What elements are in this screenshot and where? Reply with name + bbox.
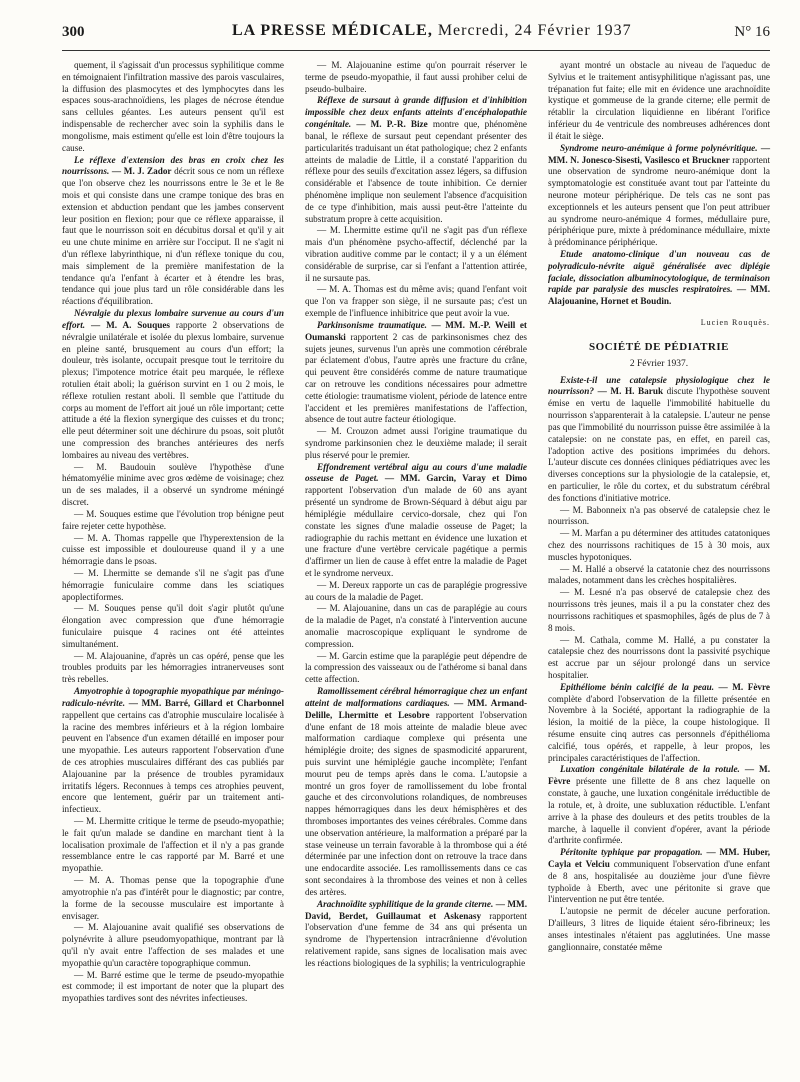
discussion: — M. Dereux rapporte un cas de paraplégie progressive au cours de la maladie de Paget. — [305, 579, 527, 602]
article-authors: — MM. Huber, Cayla et Velciu — [548, 847, 770, 869]
discussion: — M. Alajouanine avait qualifié ses observations de polynévrite à allure pseudomyopathique, montrant par là qu'il n'y avait entre l'affection de ses malades et une myopathie qu'un caractère topographique commun. — [62, 922, 284, 968]
discussion: — M. Souques pense qu'il doit s'agir plutôt qu'une élongation avec compression que d'une hémorragie funiculaire puisque 4 racines ont été atteintes simultanément. — [62, 603, 284, 649]
article-authors: — MM. M.-P. Weill et Oumanski — [305, 319, 527, 342]
article-title: Existe-t-il une catalepsie physiologique chez le nourrisson? — [548, 374, 770, 397]
journal-name: LA PRESSE MÉDICALE, — [232, 22, 433, 39]
article-title: Amyotrophie à topographie myopathique par méningo-radiculo-névrite. — [62, 686, 284, 708]
article-body: présente une fillette de 8 ans chez laquelle on constate, à gauche, une luxation congénitale irréductible de la rotule, et, à droite, une subluxation réductible. L'enfant arrive à la phase des douleurs et des petits troubles de la marche, à laquelle il convient d'opérer, avant la période d'arthrite confirmée. — [548, 776, 770, 846]
article-authors: — M. A. Souques — [85, 319, 170, 330]
section-heading: SOCIÉTÉ DE PÉDIATRIE — [589, 341, 729, 354]
article-authors: — M. P.-R. Bize — [351, 119, 428, 130]
page-header — [62, 10, 770, 51]
signature: Lucien Rouquès. — [700, 318, 770, 328]
article-title: Arachnoïdite syphilitique de la grande citerne. — [317, 898, 494, 909]
article-title: Réflexe de sursaut à grande diffusion et d'inhibition impossible chez deux enfants atteints d'encéphalopathie congénitale. — [305, 95, 527, 130]
article-body: rapportent une observation de syndrome neuro-anémique dont la symptomatologie est constituée avant tout par l'atteinte du neurone moteur périphérique. De tels cas ne sont pas exceptionnels et les auteurs pensent que l'on peut attribuer au syndrome neuro-anémique 4 formes, médullaire pure, périphérique pure, mixte à prédominance médullaire, mixte à prédominance périphérique. — [548, 154, 770, 248]
discussion: — M. Cathala, comme M. Hallé, a pu constater la catalepsie chez des nourrissons dont la passivité psychique est accrue par un séjour prolongé dans un service hospitalier. — [548, 634, 770, 680]
discussion: — M. Baudouin soulève l'hypothèse d'une hématomyélie minime avec gros œdème de voisinage; chez un de ses malades, il a observé un syndrome méningé discret. — [62, 461, 284, 508]
page-number: 300 — [62, 24, 85, 40]
article-body: montre que, phénomène banal, le réflexe de sursaut peut cependant présenter des particularités traduisant un état pathologique; chez 2 enfants atteints de maladie de Little, il a constaté l'apparition du réflexe pour des seuils d'excitation assez légers, sa diffusion considérable et l'absence de toute inhibition. Ce dernier phénomène implique non seulement l'absence d'acquisition de ce type d'inhibition, mais aussi peut-être l'atteinte du substratum propre à cette acquisition. — [305, 119, 527, 224]
discussion: — M. Lesné n'a pas observé de catalepsie chez des nourrissons très jeunes, mais il a pu la constater chez des nourrissons rachitiques et spasmophiles, âgés de plus de 7 à 8 mois. — [548, 587, 770, 633]
discussion: — M. Hallé a observé la catatonie chez des nourrissons malades, notamment dans les crèches hospitalières. — [548, 563, 770, 586]
issue-date: Mercredi, 24 Février 1937 — [437, 22, 632, 39]
article-body: rapportent 2 cas de parkinsonismes chez des sujets jeunes, survenus l'un après une commotion cérébrale par éclatement d'obus, l'autre après une fracture du crâne, qui peuvent être considérés comme de nature traumatique car on retrouve les conditions nécessaires pour admettre cette étiologie: traumatisme violent, période de latence entre l'accident et les premières manifestations de l'affection, absence de tout autre facteur étiologique. — [305, 331, 527, 425]
article-title: Parkinsonisme traumatique. — [317, 319, 427, 330]
article-authors: — M. J. Zador — [109, 166, 172, 177]
discussion: — M. Lhermitte se demande s'il ne s'agit pas d'une hémorragie funiculaire comme dans les sciatiques apoplectiformes. — [62, 567, 284, 602]
article-authors: — M. Fèvre — [714, 681, 770, 692]
article-body: discute l'hypothèse souvent émise en vertu de laquelle l'immobilité habituelle du nourrisson s'apparenterait à la catalepsie. L'auteur ne pense pas que l'immobilité du nourrisson puisse être assimilée à la catalepsie: on ne constate pas, en effet, en pareil cas, l'adoption active des positions imprimées du dehors. L'auteur discute ces données cliniques pédiatriques avec les diverses conceptions sur la physiologie de la catalepsie, et, en particulier, le rôle du cortex, et du substratum cérébral des fonctions d'initiative motrice. — [548, 386, 770, 503]
discussion: — M. Alajouanine, d'après un cas opéré, pense que les troubles produits par les hémorragies intranerveuses sont très rebelles. — [62, 650, 284, 685]
article-body: rapportent l'observation d'un malade de 60 ans ayant présenté un syndrome de Brown-Séquard à début aigu par hémiplégie médullaire cervico-dorsale, chez qui l'on constate les signes d'une maladie osseuse de Paget; la radiographie du rachis mettant en évidence une luxation et une fracture d'une vertèbre cervicale pagétique a permis d'affirmer un lien de cause à effet entre la maladie de Paget et le syndrome nerveux. — [305, 485, 527, 578]
article-title: Syndrome neuro-anémique à forme polynévritique. — [560, 142, 758, 153]
article-entry — [305, 320, 527, 426]
article-body: rapportent l'observation d'une enfant de 18 mois atteinte de maladie bleue avec malformation cardiaque complexe qui présenta une hémiplégie droite; des signes de spasmodicité apparurent, puis survint une hémiplégie gauche incomplète; l'enfant mourut peu de temps après dans le coma. L'autopsie a montré un gros foyer de ramollissement du lobe frontal gauche et des circonvolutions rolandiques, de nombreuses nappes hémorragiques dans les deux hémisphères et des thromboses importantes des veines cérébrales. Comme dans une observation antérieure, la malformation a préparé par la stase veineuse un terrain favorable à la thrombose qui a été déterminée par une infection dont on retrouve la trace dans une endocardite associée. Les ramollissements dans ce cas sont secondaires à la thrombose des veines et non à celles des artères. — [305, 709, 527, 897]
article-authors: — MM. David, Berdet, Guillaumat et Askenasy — [305, 898, 527, 921]
article-entry — [548, 249, 770, 308]
discussion: — M. Souques estime que l'évolution trop bénigne peut faire rejeter cette hypothèse. — [62, 508, 284, 531]
article-title: Etude anatomo-clinique d'un nouveau cas de polyradiculo-névrite aiguë généralisée avec diplégie faciale, dissociation albuminocytologique, de terminaison rapide par paralysie des muscles respiratoires. — [548, 249, 770, 295]
discussion: — M. Garcin estime que la paraplégie peut dépendre de la compression des vaisseaux ou de l'athérome si banal dans cette affection. — [305, 650, 527, 685]
article-title: Effondrement vertébral aigu au cours d'une maladie osseuse de Paget. — [305, 461, 527, 484]
article-body: complète d'abord l'observation de la fillette présentée en Novembre à la Société, apportant la radiographie de la lésion, la moitié de la pièce, la coupe histologique. Il résume ensuite cinq autres cas personnels d'épithélioma calcifié, tous opérés, et rappelle, à leur propos, les principales caractéristiques de l'affection. — [548, 693, 770, 763]
discussion: — M. Lhermitte critique le terme de pseudo-myopathie; le fait qu'un malade se dandine en marchant tient à la localisation proximale de l'affection et il n'y a pas grande ressemblance entre le cas rapporté par M. Barré et une myopathie. — [62, 816, 284, 874]
paragraph: L'autopsie ne permit de déceler aucune perforation. D'ailleurs, 3 litres de liquide étaient séro-fibrineux; les anses intestinales n'étaient pas agglutinées. Une masse ganglionnaire, constatée même — [548, 906, 770, 952]
article-title: Péritonite typhique par propagation. — [560, 847, 703, 858]
running-title — [232, 22, 632, 40]
article-entry — [305, 686, 527, 899]
discussion: — M. Alajouanine, dans un cas de paraplégie au cours de la maladie de Paget, n'a constaté à l'intervention aucune anomalie macroscopique expliquant le syndrome de compression. — [305, 603, 527, 649]
discussion: — M. Marfan a pu déterminer des attitudes catatoniques chez des nourrissons rachitiques de 15 à 30 mois, aux muscles hypotoniques. — [548, 528, 770, 562]
article-body: rapporte 2 observations de névralgie unilatérale et isolée du plexus lombaire, survenue en pleine santé, brusquement au cours d'un effort; la douleur, très isolante, occupait presque tout le territoire du plexus; l'impotence motrice était peu marquée, le réflexe rotulien était aboli; la guérison survint en 1 ou 2 mois, le réflexe rotulien restant aboli. Il semble que l'attitude du corps au moment de l'effort ait joué un rôle important; cette attitude a été la flexion synergique des cuisses et du tronc; elle peut déterminer soit une déchirure du psoas, soit plutôt une compression des branches antérieures des nerfs lombaires au niveau des vertèbres. — [62, 319, 284, 460]
column-1 — [62, 60, 284, 1005]
discussion: — M. A. Thomas est du même avis; quand l'enfant voit que l'on va frapper son siège, il ne sursaute pas; c'est un exemple de l'influence inhibitrice que peut avoir la vue. — [305, 284, 527, 319]
article-body: communiquent l'observation d'une enfant de 8 ans, hospitalisée au douzième jour d'une fièvre typhoïde à Eberth, avec une péritonite si grave que l'intervention ne put être tentée. — [548, 858, 770, 905]
article-entry — [62, 308, 284, 462]
paragraph: quement, il s'agissait d'un processus syphilitique comme en témoignaient l'infiltration massive des parois vasculaires, la diffusion des plasmocytes et des lymphocytes dans les espaces sous-arachnoïdiens, les plages de nécrose étendue sans cellules géantes. Les auteurs pensent qu'il est indispensable de rechercher avec soin la syphilis dans le mongolisme, mais estiment qu'elle est loin d'être toujours la cause. — [62, 60, 284, 153]
discussion: — M. Barré estime que le terme de pseudo-myopathie est commode; il est important de noter que la plupart des myopathies tardives sont des névrites infectieuses. — [62, 969, 284, 1004]
article-authors: — MM. Garcin, Varay et Dimo — [378, 473, 527, 484]
article-authors: — MM. Armand-Delille, Lhermitte et Lesobre — [305, 697, 528, 720]
article-entry — [305, 899, 527, 970]
article-entry — [548, 682, 770, 765]
article-entry — [62, 686, 284, 816]
article-body: rapportent l'observation d'une femme de 34 ans qui présenta un syndrome de l'hypertension intracrânienne d'évolution relativement rapide, sans signes de localisation mais avec les réactions biologiques de la syphilis; la ventriculographie — [305, 910, 527, 968]
discussion: — M. Lhermitte estime qu'il ne s'agit pas d'un réflexe mais d'un phénomène psycho-affectif, déclenché par la vibration auditive comme par le contact; il y a un élément considérable de surprise, car si l'enfant a l'attention attirée, il ne sursaute pas. — [305, 225, 527, 283]
discussion: — M. Alajouanine estime qu'on pourrait réserver le terme de pseudo-myopathie, il faut aussi prohiber celui de pseudo-bulbaire. — [305, 60, 527, 94]
article-title: Le réflexe d'extension des bras en croix chez les nourrissons. — [62, 154, 284, 177]
article-body: décrit sous ce nom un réflexe que l'on observe chez les nourrissons entre le 3e et le 8e mois et qui consiste dans une crampe tonique des bras en extension et abduction pendant que les jambes conservent leur position en flexion; pour que ce réflexe apparaisse, il faut que le nourrisson soit en décubitus dorsal et qu'il y ait eu une chute minime en arrière sur l'occiput. Il ne s'agit ni d'un réflexe labyrinthique, ni d'un réflexe tonique du cou, mais simplement de la première manifestation de la tendance qu'a l'enfant à écarter et à étendre les bras, tendance qui joue plus tard un rôle considérable dans les réactions d'équilibration. — [62, 166, 284, 307]
article-authors: — M. H. Baruk — [593, 386, 664, 397]
article-entry — [548, 764, 770, 847]
article-authors: — MM. N. Jonesco-Sisesti, Vasilesco et Bruckner — [548, 142, 771, 165]
article-title: Luxation congénitale bilatérale de la rotule. — [560, 764, 740, 775]
article-entry — [305, 95, 527, 225]
column-2 — [305, 60, 527, 970]
session-date: 2 Février 1937. — [629, 359, 689, 370]
article-body: rappellent que certains cas d'atrophie musculaire localisée à la racine des membres inférieurs et à la région lombaire peuvent en l'absence d'un examen détaillé en imposer pour une myopathie. Les auteurs rapportent l'observation d'une de ces atrophies musculaires différant des cas publiés par Alajouanine par la présence de troubles pyramidaux irritatifs légers. Reconnues à temps ces atrophies peuvent, encore que lentement, guérir par un traitement anti-infectieux. — [62, 709, 284, 815]
discussion: — M. A. Thomas pense que la topographie d'une amyotrophie n'a pas d'intérêt pour le diagnostic; par contre, la forme de la secousse musculaire est importante à envisager. — [62, 875, 284, 921]
article-authors: — MM. Alajouanine, Hornet et Boudin. — [548, 284, 771, 307]
article-entry — [305, 462, 527, 580]
article-entry — [548, 375, 770, 505]
article-title: Ramollissement cérébral hémorragique chez un enfant atteint de malformations cardiaques. — [305, 686, 527, 708]
discussion: — M. Babonneix n'a pas observé de catalepsie chez le nourrisson. — [548, 504, 770, 527]
column-3 — [548, 60, 770, 953]
article-authors: — M. Fèvre — [548, 764, 770, 787]
article-entry — [548, 143, 770, 249]
issue-number: N° 16 — [734, 24, 770, 40]
article-title: Epithéliome bénin calcifié de la peau. — [560, 681, 715, 692]
article-authors: — MM. Barré, Gillard et Charbonnel — [125, 697, 284, 708]
discussion: — M. Crouzon admet aussi l'origine traumatique du syndrome parkinsonien chez le deuxième malade; il serait plus réservé pour le premier. — [305, 426, 527, 460]
article-entry — [62, 155, 284, 309]
article-entry — [548, 847, 770, 906]
discussion: — M. A. Thomas rappelle que l'hyperextension de la cuisse est impossible et douloureuse quand il y a une hémorragie dans le psoas. — [62, 532, 284, 567]
article-title: Névralgie du plexus lombaire survenue au cours d'un effort. — [62, 308, 284, 330]
paragraph: ayant montré un obstacle au niveau de l'aqueduc de Sylvius et le traitement antisyphilitique n'agissant pas, une trépanation fut faite; elle mit en évidence une arachnoïdite kystique et gommeuse de la grande citerne; elle permit de rétablir la circulation liquidienne en libérant l'orifice inférieur du 4e ventricule des nombreuses adhérences dont il était le siège. — [548, 60, 770, 141]
